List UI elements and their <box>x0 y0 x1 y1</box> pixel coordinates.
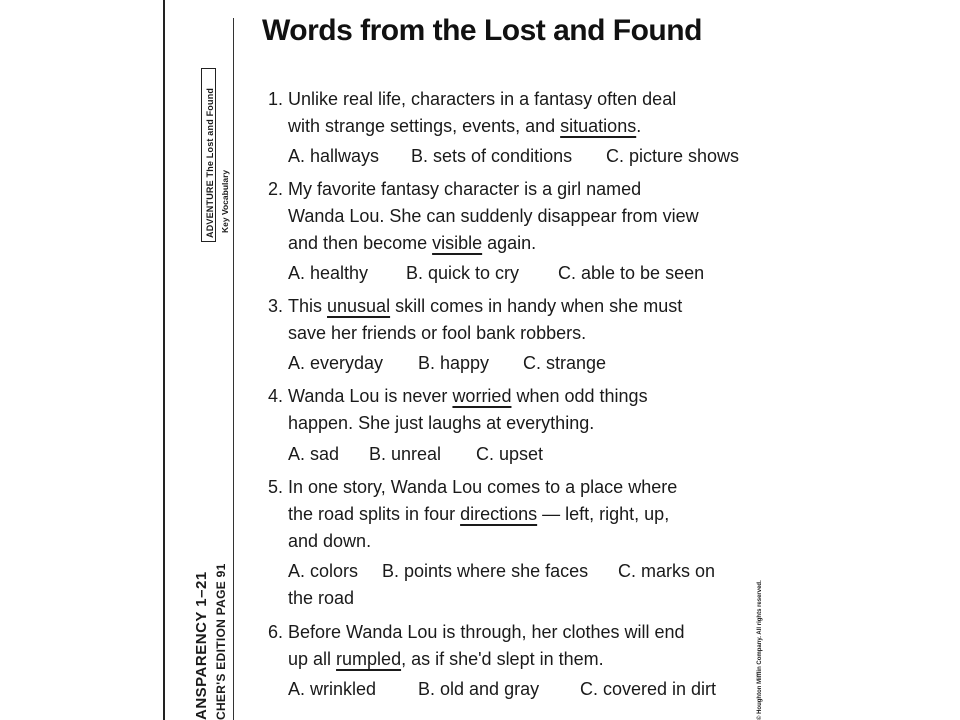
question-2: 2. My favorite fantasy character is a girl named Wanda Lou. She can suddenly disappear from view and then become visible again. <box>268 176 699 257</box>
teachers-edition-label: CHER'S EDITION PAGE 91 <box>214 563 228 720</box>
choice-c: C. marks on <box>618 561 716 581</box>
question-number: 6. <box>268 622 284 642</box>
side-unit-label: ADVENTURE The Lost and Found <box>205 87 215 238</box>
side-key-vocabulary: Key Vocabulary <box>220 169 230 233</box>
vocab-word: worried <box>452 386 512 406</box>
choice-c: C. picture shows <box>606 146 740 166</box>
question-number: 3. <box>268 296 284 316</box>
vocab-word: situations <box>560 116 637 136</box>
choice-a: A. colors <box>288 561 359 581</box>
question-number: 4. <box>268 386 284 406</box>
margin-rule <box>233 18 234 720</box>
page-left-border <box>163 0 165 720</box>
transparency-label: ANSPARENCY 1–21 <box>193 571 210 720</box>
question-3: 3. This unusual skill comes in handy when she must save her friends or fool bank robbers. <box>268 293 682 347</box>
choice-c: C. able to be seen <box>558 263 705 283</box>
question-1: 1. Unlike real life, characters in a fantasy often deal with strange settings, events, and situations. <box>268 86 676 140</box>
choice-b: B. quick to cry <box>406 263 520 283</box>
question-5: 5. In one story, Wanda Lou comes to a place where the road splits in four directions — left, right, up, and down. <box>268 474 677 555</box>
choice-a: A. sad <box>288 444 340 464</box>
question-number: 1. <box>268 89 284 109</box>
choice-b: B. unreal <box>369 444 442 464</box>
vocab-word: directions <box>460 504 538 524</box>
page-title: Words from the Lost and Found <box>262 14 702 47</box>
question-4: 4. Wanda Lou is never worried when odd things happen. She just laughs at everything. <box>268 383 648 437</box>
vocab-word: rumpled <box>336 649 402 669</box>
choice-b: B. happy <box>418 353 490 373</box>
choice-b: B. points where she faces <box>382 561 589 581</box>
choice-a: A. hallways <box>288 146 380 166</box>
choice-a: A. wrinkled <box>288 679 377 699</box>
choice-c: C. upset <box>476 444 544 464</box>
vocab-word: visible <box>432 233 483 253</box>
choice-b: B. old and gray <box>418 679 540 699</box>
question-number: 5. <box>268 477 284 497</box>
choice-c: C. strange <box>523 353 607 373</box>
copyright-notice: © Houghton Mifflin Company. All rights reserved. <box>757 580 763 720</box>
choice-a: A. healthy <box>288 263 369 283</box>
question-number: 2. <box>268 179 284 199</box>
choice-a: A. everyday <box>288 353 384 373</box>
question-6: 6. Before Wanda Lou is through, her clothes will end up all rumpled, as if she'd slept in them. <box>268 619 685 673</box>
choice-c: C. covered in dirt <box>580 679 717 699</box>
choice-b: B. sets of conditions <box>411 146 573 166</box>
vocab-word: unusual <box>327 296 391 316</box>
